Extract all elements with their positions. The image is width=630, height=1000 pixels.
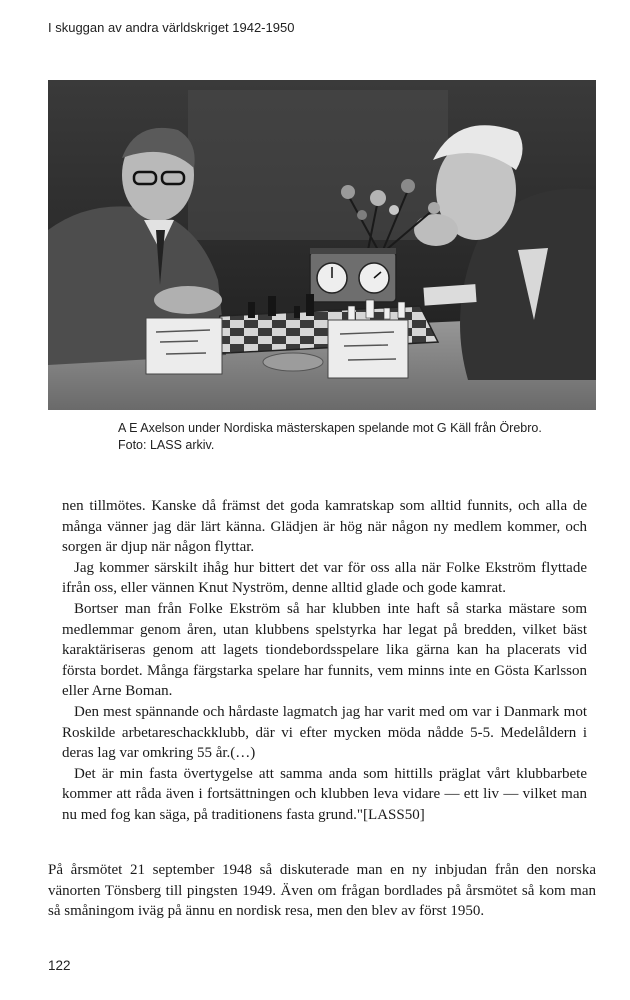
page-number: 122 [48,958,71,973]
quote-paragraph: Det är min fasta övertygelse att samma anda som hittills präglat vårt klubbarbete kommer att råda även i fortsättningen och klubben leva vidare — ett liv — vilket man nu med fog kan säga, på traditionens fasta grund."[LASS50] [62,765,587,823]
quote-paragraph: Jag kommer särskilt ihåg hur bittert det var för oss alla när Folke Ekström flyttade ifrån oss, eller vännen Knut Nyström, denne alltid glade och gode kamrat. [62,559,587,597]
name-card-right [328,320,408,378]
quoted-passage [62,496,587,826]
running-title: I skuggan av andra världskriget 1942-1950 [48,20,295,35]
ashtray [263,353,323,371]
back-wall-panel [188,90,448,240]
quote-paragraph: Den mest spännande och hårdaste lagmatch jag har varit med om var i Danmark mot Roskilde arbetareschackklubb, där vi efter mycken möda nådde 5-5. Medelåldern i deras lag var omkring 55 år.(…) [62,703,587,762]
quote-paragraph: nen tillmötes. Kanske då främst det goda kamratskap som alltid funnits, och alla de många vänner jag där lärt känna. Glädjen är hög när någon ny medlem kommer, och sorgen är djup när någon flyttar. [62,498,587,556]
quote-paragraph: Bortser man från Folke Ekström så har klubben inte haft så starka mästare som medlemmar genom åren, utan klubbens spelstyrka har legat på bredden, vilket bäst karaktäriseras genom att lagets tiondebordsspelare lika gärna kan ha placerats vid första bordet. Många färgstarka spelare har funnits, vem minns inte en Gösta Karlsson eller Arne Boman. [62,600,587,700]
figure-caption: A E Axelson under Nordiska mästerskapen spelande mot G Käll från Örebro. Foto: LASS arkiv. [118,421,542,452]
body-text [48,860,596,922]
scoresheet [423,284,476,306]
name-card-left [146,318,222,374]
chess-clock [310,248,396,302]
body-paragraph: På årsmötet 21 september 1948 så diskuterade man en ny inbjudan från den norska vänorten Tönsberg till pingsten 1949. Även om frågan bordlades på årsmötet så kom man så småningom iväg på ännu en nordisk resa, men den blev av först 1950. [48,862,596,920]
chess-match-photo [48,80,596,410]
